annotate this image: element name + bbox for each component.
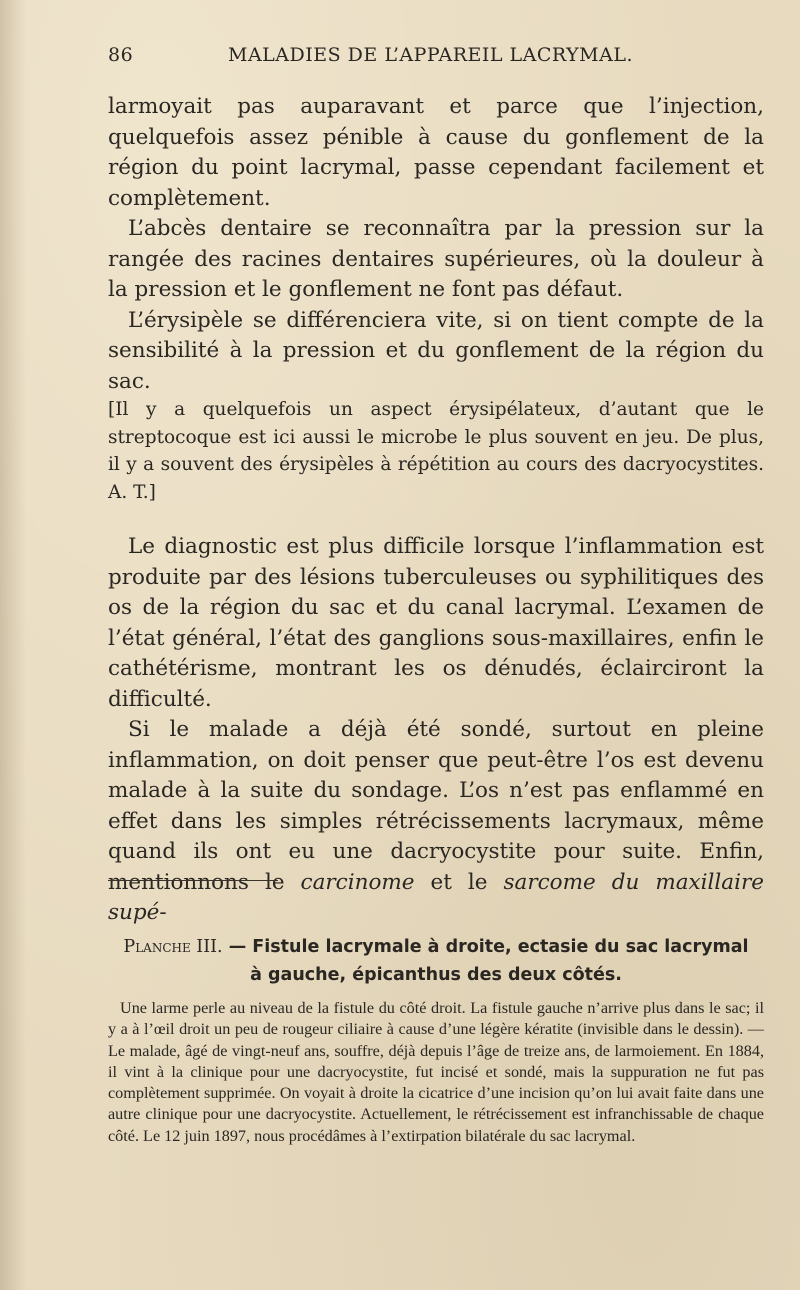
paragraph: Le diagnostic est plus difficile lorsque l’inflammation est produite par des lésions tuberculeuses ou syphilitiques des os de la région du sac et du canal lacrymal. L’examen de l’état général, l’état des ganglions sous-maxillaires, enfin le cathétérisme, montrant les os dénudés, éclairciront la difficulté. — [108, 534, 764, 712]
page-number: 86 — [108, 44, 134, 66]
body-section-1 — [108, 92, 764, 397]
plate-title-line-1 — [108, 933, 764, 961]
plate-label: Planche III. — [123, 937, 223, 957]
plate-title-text: — Fistule lacrymale à droite, ectasie du sac lacrymal — [222, 937, 749, 957]
body-section-2 — [108, 532, 764, 929]
running-head: MALADIES DE L’APPAREIL LACRYMAL. — [228, 44, 633, 66]
text-run: et le — [414, 869, 504, 895]
editor-note — [108, 396, 764, 506]
paragraph: L’abcès dentaire se reconnaîtra par la pression sur la rangée des racines dentaires supérieures, où la douleur à la pression et le gonflement ne font pas défaut. — [108, 216, 764, 302]
paragraph — [108, 715, 764, 929]
italic-term: sarcome du maxillaire supé- — [108, 869, 764, 925]
note-text: [Il y a quelquefois un aspect érysipélateux, d’autant que le streptocoque est ici aussi le microbe le plus souvent en jeu. De plus, il y a souvent des érysipèles à répétition au cours des dacryocystites. A. T.] — [108, 399, 764, 503]
plate-description-text: Une larme perle au niveau de la fistule du côté droit. La fistule gauche n’arrive plus dans le sac; il y a à l’œil droit un peu de rougeur ciliaire à cause d’une légère kératite (invisible dans le dessin). — Le malade, âgé de vingt-neuf ans, souffre, déjà depuis l’âge de treize ans, de larmoiement. En 1884, il vint à la clinique pour une dacryocystite, fut incisé et sondé, mais la suppuration ne fut pas complètement supprimée. On voyait à droite la cicatrice d’une incision qu’on lui avait faite dans une autre clinique pour une dacryocystite. Actuellement, le rétrécissement est infranchissable de chaque côté. Le 12 juin 1897, nous procédâmes à l’extirpation bilatérale du sac lacrymal. — [108, 999, 764, 1145]
text-run: Si le malade a déjà été sondé, surtout en pleine inflammation, on doit penser que peut-être l’os est devenu malade à la suite du sondage. L’os n’est pas enflammé en effet dans les simples rétrécissements lacrymaux, même quand ils ont eu une dacryocystite pour suite. Enfin, mentionnons le — [108, 717, 764, 895]
plate-caption — [108, 933, 764, 989]
page-header — [108, 44, 764, 74]
italic-term: carcinome — [300, 869, 415, 895]
plate-description — [108, 998, 764, 1147]
plate-title-line-2: à gauche, épicanthus des deux côtés. — [250, 965, 622, 985]
footnote-rule — [108, 880, 278, 881]
paragraph: L’érysipèle se différenciera vite, si on tient compte de la sensibilité à la pression et du gonflement de la région du sac. — [108, 307, 764, 394]
paragraph: larmoyait pas auparavant et parce que l’injection, quelquefois assez pénible à cause du gonflement de la région du point lacrymal, passe cependant facilement et complètement. — [108, 94, 764, 211]
page-gutter-shadow — [0, 0, 26, 1290]
